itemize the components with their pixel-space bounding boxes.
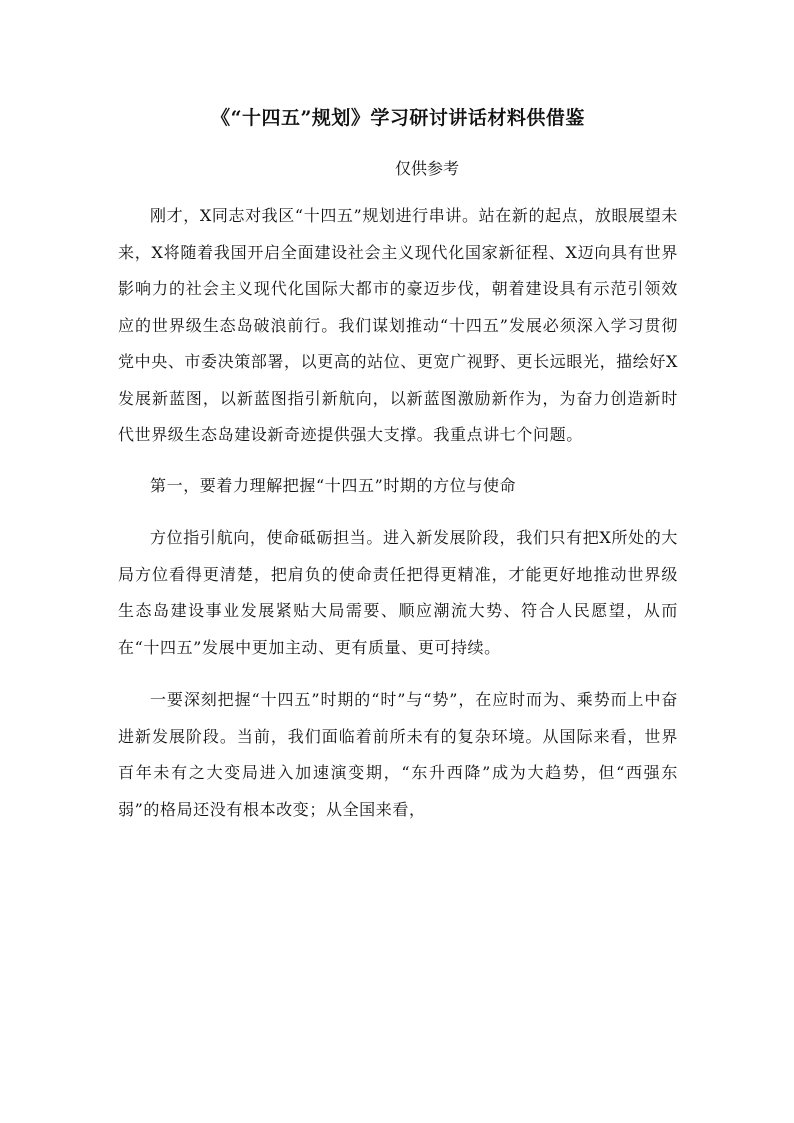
document-title: 《“十四五”规划》学习研讨讲话材料供借鉴 [211, 107, 585, 129]
intro-paragraph: 刚才，X同志对我区“十四五”规划进行串讲。站在新的起点，放眼展望未来，X将随着我国开启全面建设社会主义现代化国家新征程、X迈向具有世界影响力的社会主义现代化国际大都市的豪迈步伐，朝着建设具有示范引领效应的世界级生态岛破浪前行。我们谋划推动“十四五”发展必须深入学习贯彻党中央、市委决策部署，以更高的站位、更宽广视野、更长远眼光，描绘好X发展新蓝图，以新蓝图指引新航向，以新蓝图激励新作为，为奋力创造新时代世界级生态岛建设新奇迹提供强大支撑。我重点讲七个问题。 [118, 206, 678, 444]
body-paragraph: 一要深刻把握“十四五”时期的“时”与“势”，在应时而为、乘势而上中奋进新发展阶段。当前，我们面临着前所未有的复杂环境。从国际来看，世界百年未有之大变局进入加速演变期，“东升西降”成为大趋势，但“西强东弱”的格局还没有根本改变；从全国来看， [118, 690, 678, 819]
document-body [118, 100, 678, 828]
body-paragraph: 方位指引航向，使命砥砺担当。进入新发展阶段，我们只有把X所处的大局方位看得更清楚，把肩负的使命责任把得更精准，才能更好地推动世界级生态岛建设事业发展紧贴大局需要、顺应潮流大势、符合人民愿望，从而在“十四五”发展中更加主动、更有质量、更可持续。 [118, 528, 678, 657]
document-subtitle: 仅供参考 [394, 159, 459, 178]
section-heading: 第一，要着力理解把握“十四五”时期的方位与使命 [150, 475, 517, 495]
